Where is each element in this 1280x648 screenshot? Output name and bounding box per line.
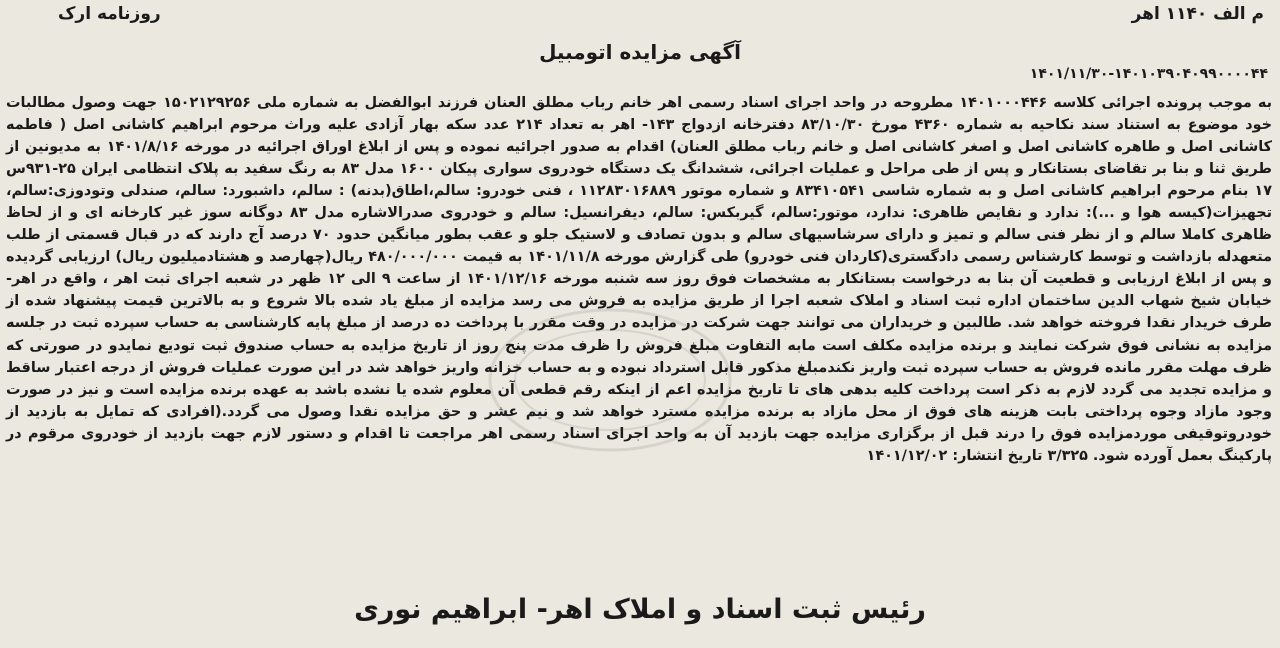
signature-line: رئیس ثبت اسناد و املاک اهر- ابراهیم نوری <box>354 594 926 625</box>
header-bar <box>0 4 1280 36</box>
reference-number: ۱۴۰۱/۱۱/۳۰-۱۴۰۱۰۳۹۰۴۰۹۹۰۰۰۰۴۴ <box>1029 66 1268 82</box>
notice-body-text: به موجب پرونده اجرائی کلاسه ۱۴۰۱۰۰۰۴۴۶ مطروحه در واحد اجرای اسناد رسمی اهر خانم رباب مطلق العنان فرزند ابوالفضل به شماره ملی ۱۵۰۲۱۲۹۲۵۶ جهت وصول مطالبات خود موضوع به استناد سند نکاحیه به شماره ۴۳۶۰ مورخ ۸۳/۱۰/۳۰ دفترخانه ازدواج ۱۴۳- اهر به تعداد ۲۱۴ عدد سکه بهار آزادی علیه وراث مرحوم ابراهیم کاشانی اصل ( فاطمه کاشانی اصل و طاهره کاشانی اصل و اصغر کاشانی اصل و خانم رباب مطلق العنان) اقدام به صدور اجرائیه نموده و پس از ابلاغ اوراق اجرائیه در مورخه ۱۴۰۱/۸/۱۶ به مدیونین از طریق ثنا و بنا بر تقاضای بستانکار و پس از طی مراحل و عملیات اجرائی، ششدانگ یک دستگاه خودروی سواری پیکان ۱۶۰۰ مدل ۸۳ به رنگ سفید به پلاک انتظامی ایران ۲۵-۹۳۱س ۱۷ بنام مرحوم ابراهیم کاشانی اصل و به شماره شاسی ۸۳۴۱۰۵۴۱ و شماره موتور ۱۱۲۸۳۰۱۶۸۸۹ ، فنی خودرو: سالم،اطاق(بدنه) : سالم، داشبورد: سالم، صندلی وتودوزی:سالم، تجهیزات(کیسه هوا و ...): ندارد و نقایص ظاهری: ندارد، موتور:سالم، گیربکس: سالم، دیفرانسیل: سالم و خودروی صدرالاشاره مدل ۸۳ دوگانه سوز غیر کارخانه ای و از لحاظ ظاهری کاملا سالم و از نظر فنی سالم و تمیز و دارای سرشاسیهای سالم و بدون تصادف و لاستیک جلو و عقب بطور میانگین حدود ۷۰ درصد آج دارند که در قبال قسمتی از طلب متعهدله بازداشت و توسط کارشناس رسمی دادگستری(کاردان فنی خودرو) طی گزارش مورخه ۱۴۰۱/۱۱/۸ به قیمت ۴۸۰/۰۰۰/۰۰۰ ریال(چهارصد و هشتادمیلیون ریال) ارزیابی گردیده و پس از ابلاغ ارزیابی و قطعیت آن بنا به درخواست بستانکار به مشخصات فوق روز سه شنبه مورخه ۱۴۰۱/۱۲/۱۶ از ساعت ۹ الی ۱۲ ظهر در شعبه اجرای ثبت اهر ، واقع در اهر- خیابان شیخ شهاب الدین ساختمان اداره ثبت اسناد و املاک شعبه اجرا از طریق مزایده به فروش می رسد مزایده از مبلغ یاد شده بالا شروع و به بالاترین قیمت پیشنهاد شده از طرف خریدار نقدا فروخته خواهد شد. طالبین و خریداران می توانند جهت شرکت در مزایده در وقت مقرر با پرداخت ده درصد از مبلغ پایه کارشناسی به حساب سپرده ثبت در جلسه مزایده به نشانی فوق شرکت نمایند و برنده مزایده مکلف است مابه التفاوت مبلغ فروش را ظرف مدت پنج روز از تاریخ مزایده به حساب صندوق ثبت تودیع نمایدو در صورتی که ظرف مهلت مقرر مانده فروش به حساب سپرده ثبت واریز نکندمبلغ مذکور قابل استرداد نبوده و به حساب خزانه واریز خواهد شد در این صورت عملیات فروش از درجه اعتبار ساقط و مزایده تجدید می گردد لازم به ذکر است پرداخت کلیه بدهی های تا تاریخ مزایده اعم از اینکه رقم قطعی آن معلوم شده یا نشده باشد به عهده برنده مزایده است و نیز در صورت وجود مازاد وجوه پرداختی بابت هزینه های فوق از محل مازاد به برنده مزایده مسترد خواهد شد و نیم عشر و حق مزایده نقدا وصول می گردد.(افرادی که تمایل به بازدید از خودروتوقیفی موردمزایده فوق را درند قبل از برگزاری مزایده جهت بازدید آن به واحد اجرای اسناد رسمی اهر مراجعت تا اقدام و دستور لازم جهت بازدید از خودروی مرقوم در پارکینگ بعمل آورده شود. ۳/۳۲۵ تاریخ انتشار: ۱۴۰۱/۱۲/۰۲ <box>6 95 1273 464</box>
notice-body <box>6 92 1272 467</box>
newspaper-name: روزنامه ارک <box>58 4 161 24</box>
notice-title: آگهی مزایده اتومبیل <box>539 40 741 64</box>
notice-code: م الف ۱۱۴۰ اهر <box>1131 4 1264 24</box>
